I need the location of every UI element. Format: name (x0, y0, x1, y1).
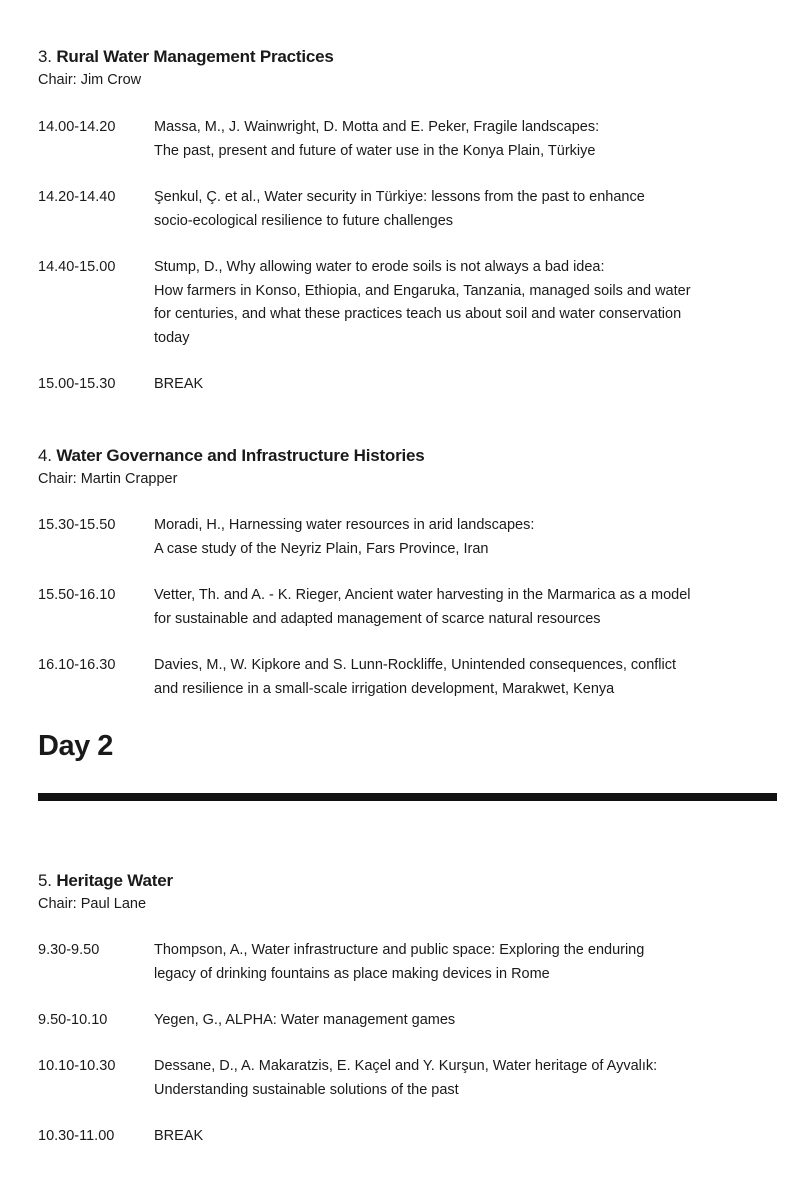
day-heading: Day 2 (38, 730, 113, 762)
description-line: for centuries, and what these practices teach us about soil and water conservation (154, 306, 682, 322)
section-number: 5. (38, 871, 52, 890)
description-line: The past, present and future of water use in the Konya Plain, Türkiye (154, 142, 596, 159)
description-line: Moradi, H., Harnessing water resources in arid landscapes: (154, 517, 535, 533)
section-chair: Chair: Paul Lane (38, 896, 147, 912)
session-time: 14.00-14.20 (38, 119, 116, 135)
description-line: Thompson, A., Water infrastructure and public space: Exploring the enduring (154, 942, 645, 958)
description-line: Vetter, Th. and A. - K. Rieger, Ancient water harvesting in the Marmarica as a model (154, 587, 691, 603)
section-chair: Chair: Martin Crapper (38, 471, 178, 487)
description-line: Şenkul, Ç. et al., Water security in Türkiye: lessons from the past to enhance (154, 189, 645, 205)
description-line: BREAK (154, 1128, 204, 1144)
description-line: How farmers in Konso, Ethiopia, and Engaruka, Tanzania, managed soils and water (154, 282, 691, 299)
description-line: for sustainable and adapted management of scarce natural resources (154, 610, 601, 627)
session-time: 10.30-11.00 (38, 1128, 115, 1144)
section-title: Rural Water Management Practices (56, 47, 334, 66)
session-time: 9.50-10.10 (38, 1012, 108, 1028)
session-time: 9.30-9.50 (38, 942, 100, 958)
session-description (154, 939, 644, 986)
description-line: Dessane, D., A. Makaratzis, E. Kaçel and Y. Kurşun, Water heritage of Ayvalık: (154, 1058, 658, 1074)
section-5-heading (38, 871, 173, 891)
session-description (154, 1055, 657, 1102)
divider-rule (38, 793, 777, 801)
description-line: Yegen, G., ALPHA: Water management games (154, 1012, 456, 1028)
session-time: 15.50-16.10 (38, 587, 116, 603)
description-line: Understanding sustainable solutions of the past (154, 1081, 459, 1098)
section-title: Heritage Water (56, 871, 173, 890)
section-number: 3. (38, 47, 52, 66)
description-line: Davies, M., W. Kipkore and S. Lunn-Rockliffe, Unintended consequences, conflict (154, 657, 677, 673)
description-line: Massa, M., J. Wainwright, D. Motta and E. Peker, Fragile landscapes: (154, 119, 600, 135)
session-description (154, 256, 691, 350)
session-description (154, 584, 691, 631)
section-title: Water Governance and Infrastructure Histories (56, 446, 425, 465)
session-time: 15.00-15.30 (38, 376, 116, 392)
session-time: 14.20-14.40 (38, 189, 116, 205)
session-description (154, 1125, 203, 1149)
session-time: 15.30-15.50 (38, 517, 116, 533)
description-line: socio-ecological resilience to future challenges (154, 212, 454, 229)
section-4-heading (38, 446, 425, 466)
description-line: BREAK (154, 376, 204, 392)
description-line: A case study of the Neyriz Plain, Fars Province, Iran (154, 540, 489, 557)
section-chair: Chair: Jim Crow (38, 72, 142, 88)
section-number: 4. (38, 446, 52, 465)
session-description (154, 186, 645, 233)
session-description (154, 654, 676, 701)
description-line: today (154, 329, 190, 346)
session-description (154, 116, 599, 163)
session-time: 14.40-15.00 (38, 259, 116, 275)
description-line: and resilience in a small-scale irrigation development, Marakwet, Kenya (154, 680, 615, 697)
session-description (154, 1009, 455, 1033)
session-time: 16.10-16.30 (38, 657, 116, 673)
description-line: Stump, D., Why allowing water to erode soils is not always a bad idea: (154, 259, 605, 275)
description-line: legacy of drinking fountains as place making devices in Rome (154, 965, 550, 982)
session-description (154, 373, 203, 397)
session-description (154, 514, 534, 561)
section-3-heading (38, 47, 334, 67)
session-time: 10.10-10.30 (38, 1058, 116, 1074)
